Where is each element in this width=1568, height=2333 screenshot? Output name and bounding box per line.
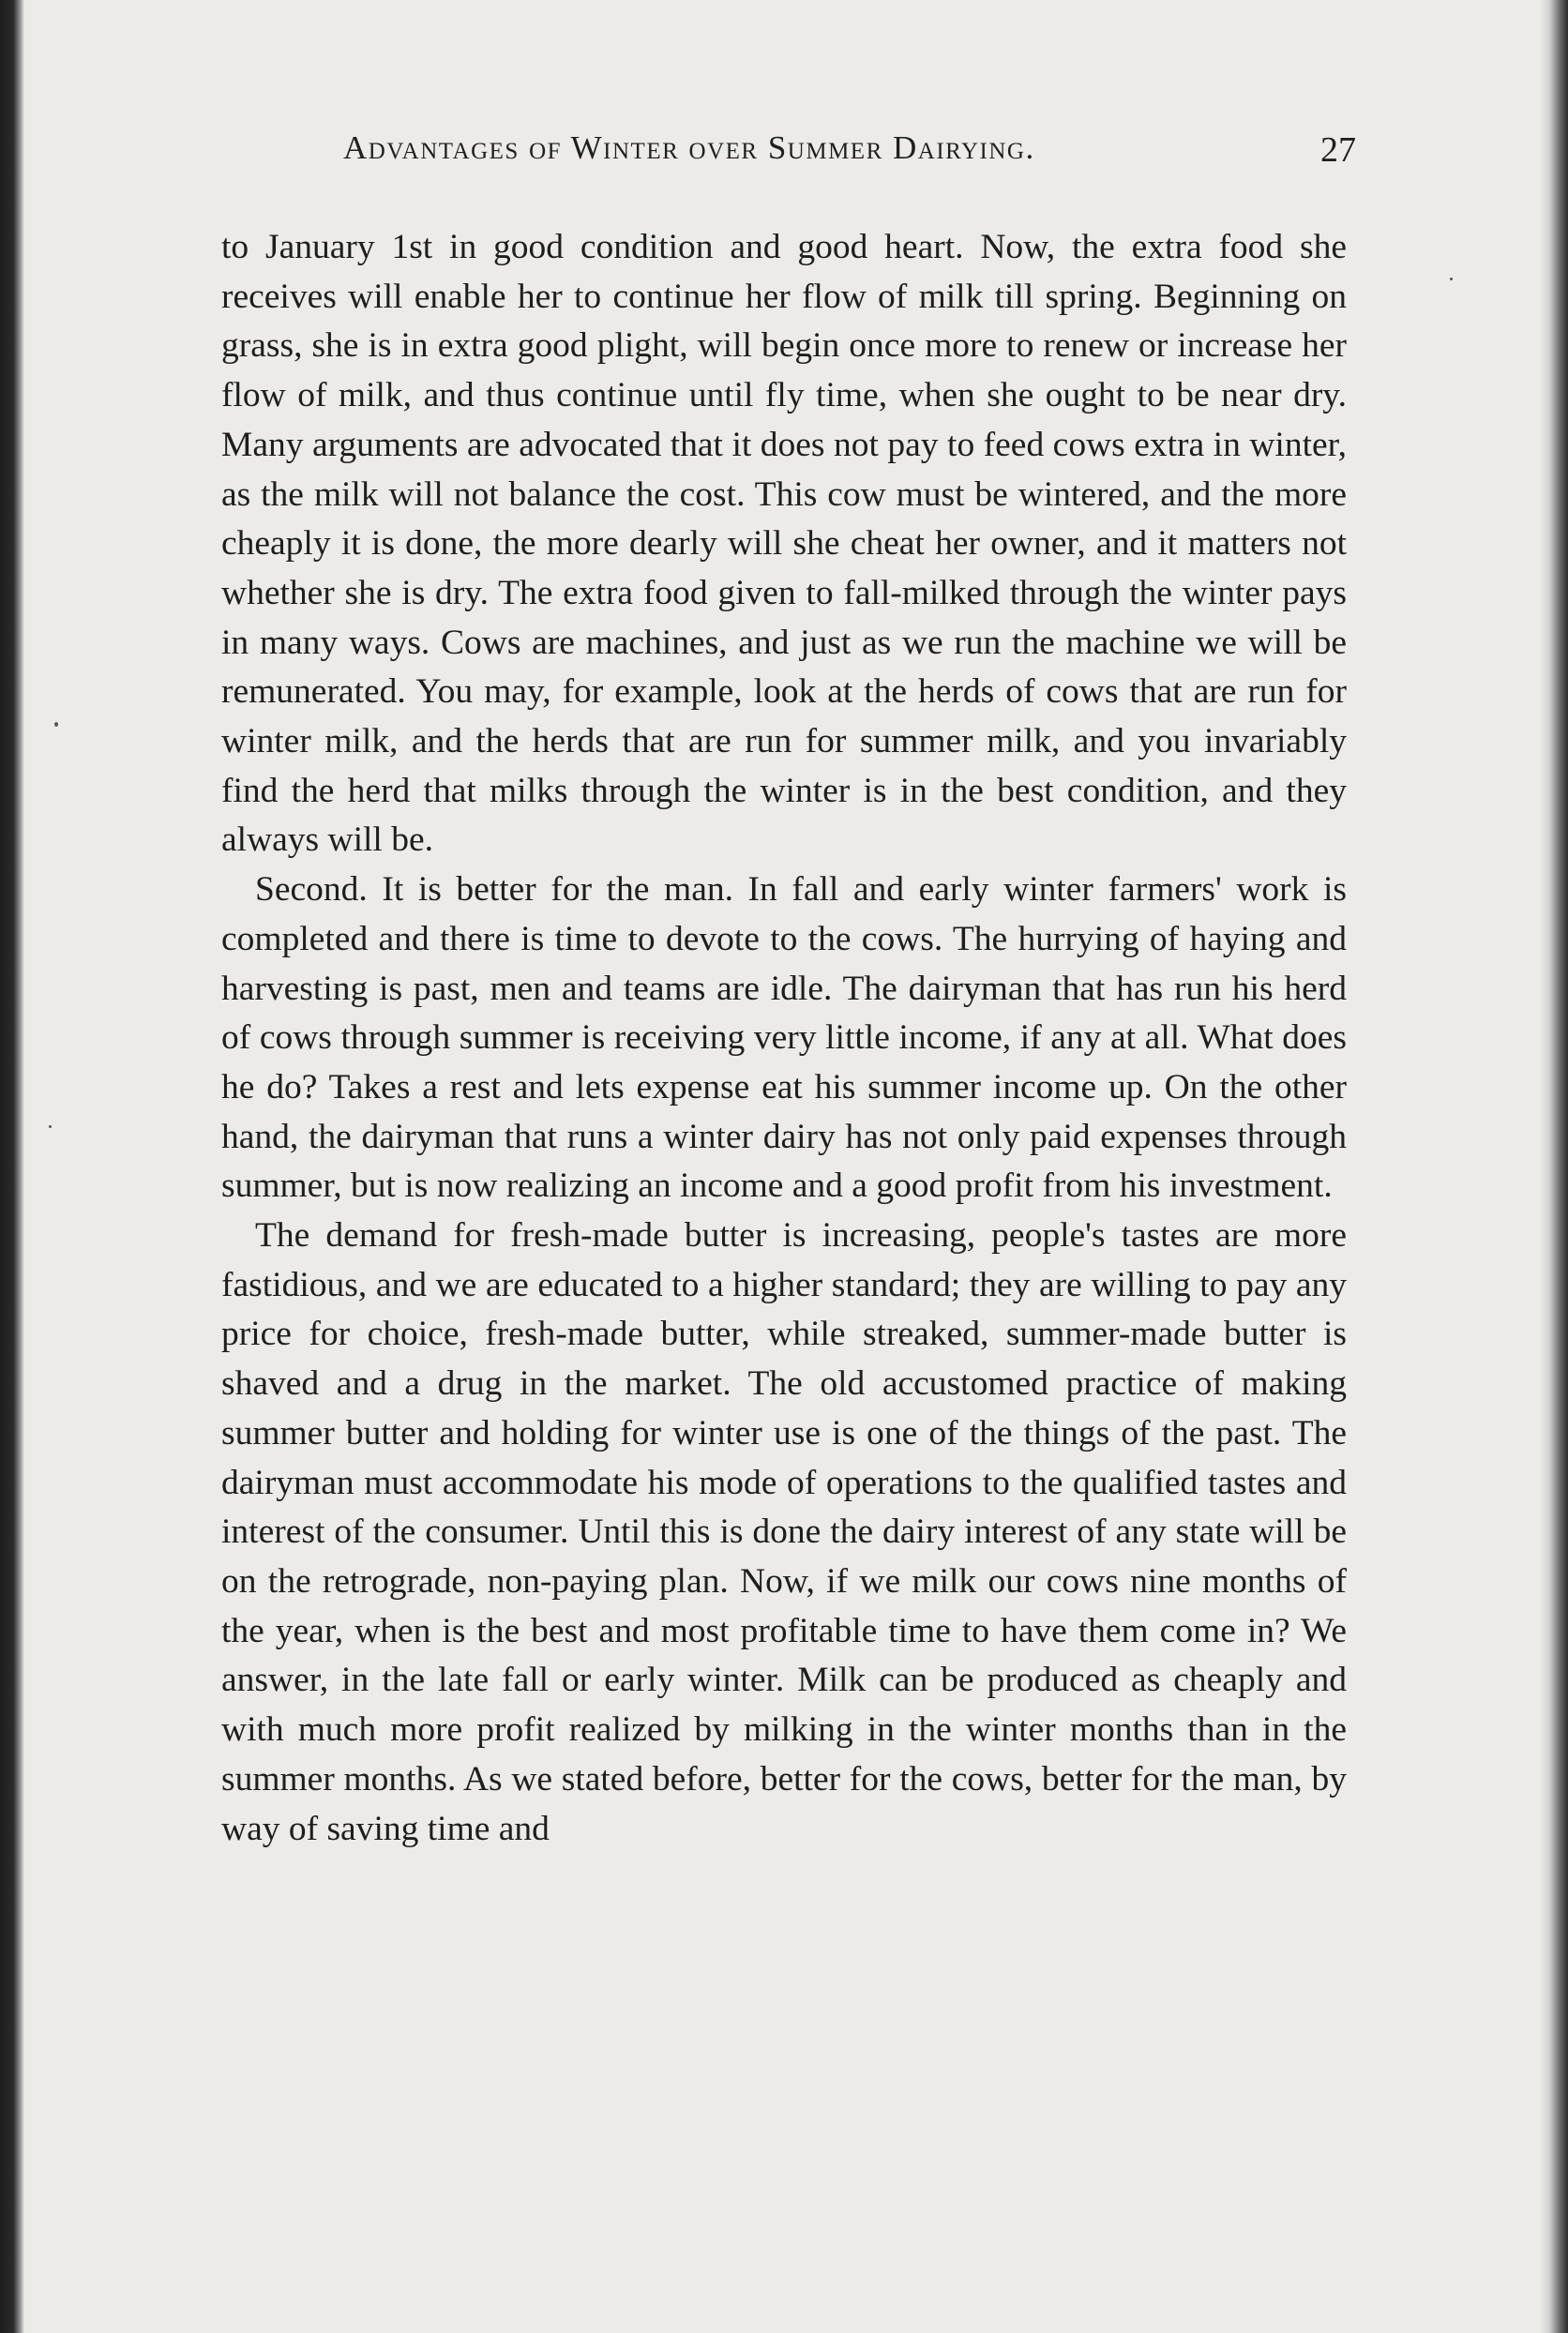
paragraph: Second. It is better for the man. In fall and early winter farmers' work is completed and there is time to devote to the cows. The hurrying of haying and harvesting is past, men and teams are idle. The dairyman that has run his herd of cows through summer is receiving very little income, if any at all. What does he do? Takes a rest and lets expense eat his summer income up. On the other hand, the dairyman that runs a winter dairy has not only paid expenses through summer, but is now realizing an income and a good profit from his investment. [221,870,1347,1206]
running-head [343,129,1356,186]
page-outer-edge [1540,0,1568,2333]
body-text [221,223,1347,1854]
running-title: Advantages of Winter over Summer Dairying. [343,129,1035,166]
ink-speck [54,722,58,727]
ink-speck [49,1125,52,1128]
page-number: 27 [1320,130,1356,170]
ink-speck [1450,278,1453,280]
paragraph: The demand for fresh-made butter is increasing, people's tastes are more fastidious, and we are educated to a higher standard; they are willing to pay any price for choice, fresh-made butter, while streaked, summer-made butter is shaved and a drug in the market. The old accustomed practice of making summer butter and holding for winter use is one of the things of the past. The dairyman must accommodate his mode of operations to the qualified tastes and interest of the consumer. Until this is done the dairy interest of any state will be on the retrograde, non-paying plan. Now, if we milk our cows nine months of the year, when is the best and most profitable time to have them come in? We answer, in the late fall or early winter. Milk can be produced as cheaply and with much more profit realized by milking in the winter months than in the summer months. As we stated before, better for the cows, better for the man, by way of saving time and [221,1216,1347,1848]
page-binding-edge [0,0,24,2333]
paragraph: to January 1st in good condition and good heart. Now, the extra food she receives will enable her to continue her flow of milk till spring. Beginning on grass, she is in extra good plight, will begin once more to renew or increase her flow of milk, and thus continue until fly time, when she ought to be near dry. Many arguments are advocated that it does not pay to feed cows extra in winter, as the milk will not balance the cost. This cow must be wintered, and the more cheaply it is done, the more dearly will she cheat her owner, and it matters not whether she is dry. The extra food given to fall-milked through the winter pays in many ways. Cows are machines, and just as we run the machine we will be remunerated. You may, for example, look at the herds of cows that are run for winter milk, and the herds that are run for summer milk, and you invariably find the herd that milks through the winter is in the best condition, and they always will be. [221,228,1347,860]
